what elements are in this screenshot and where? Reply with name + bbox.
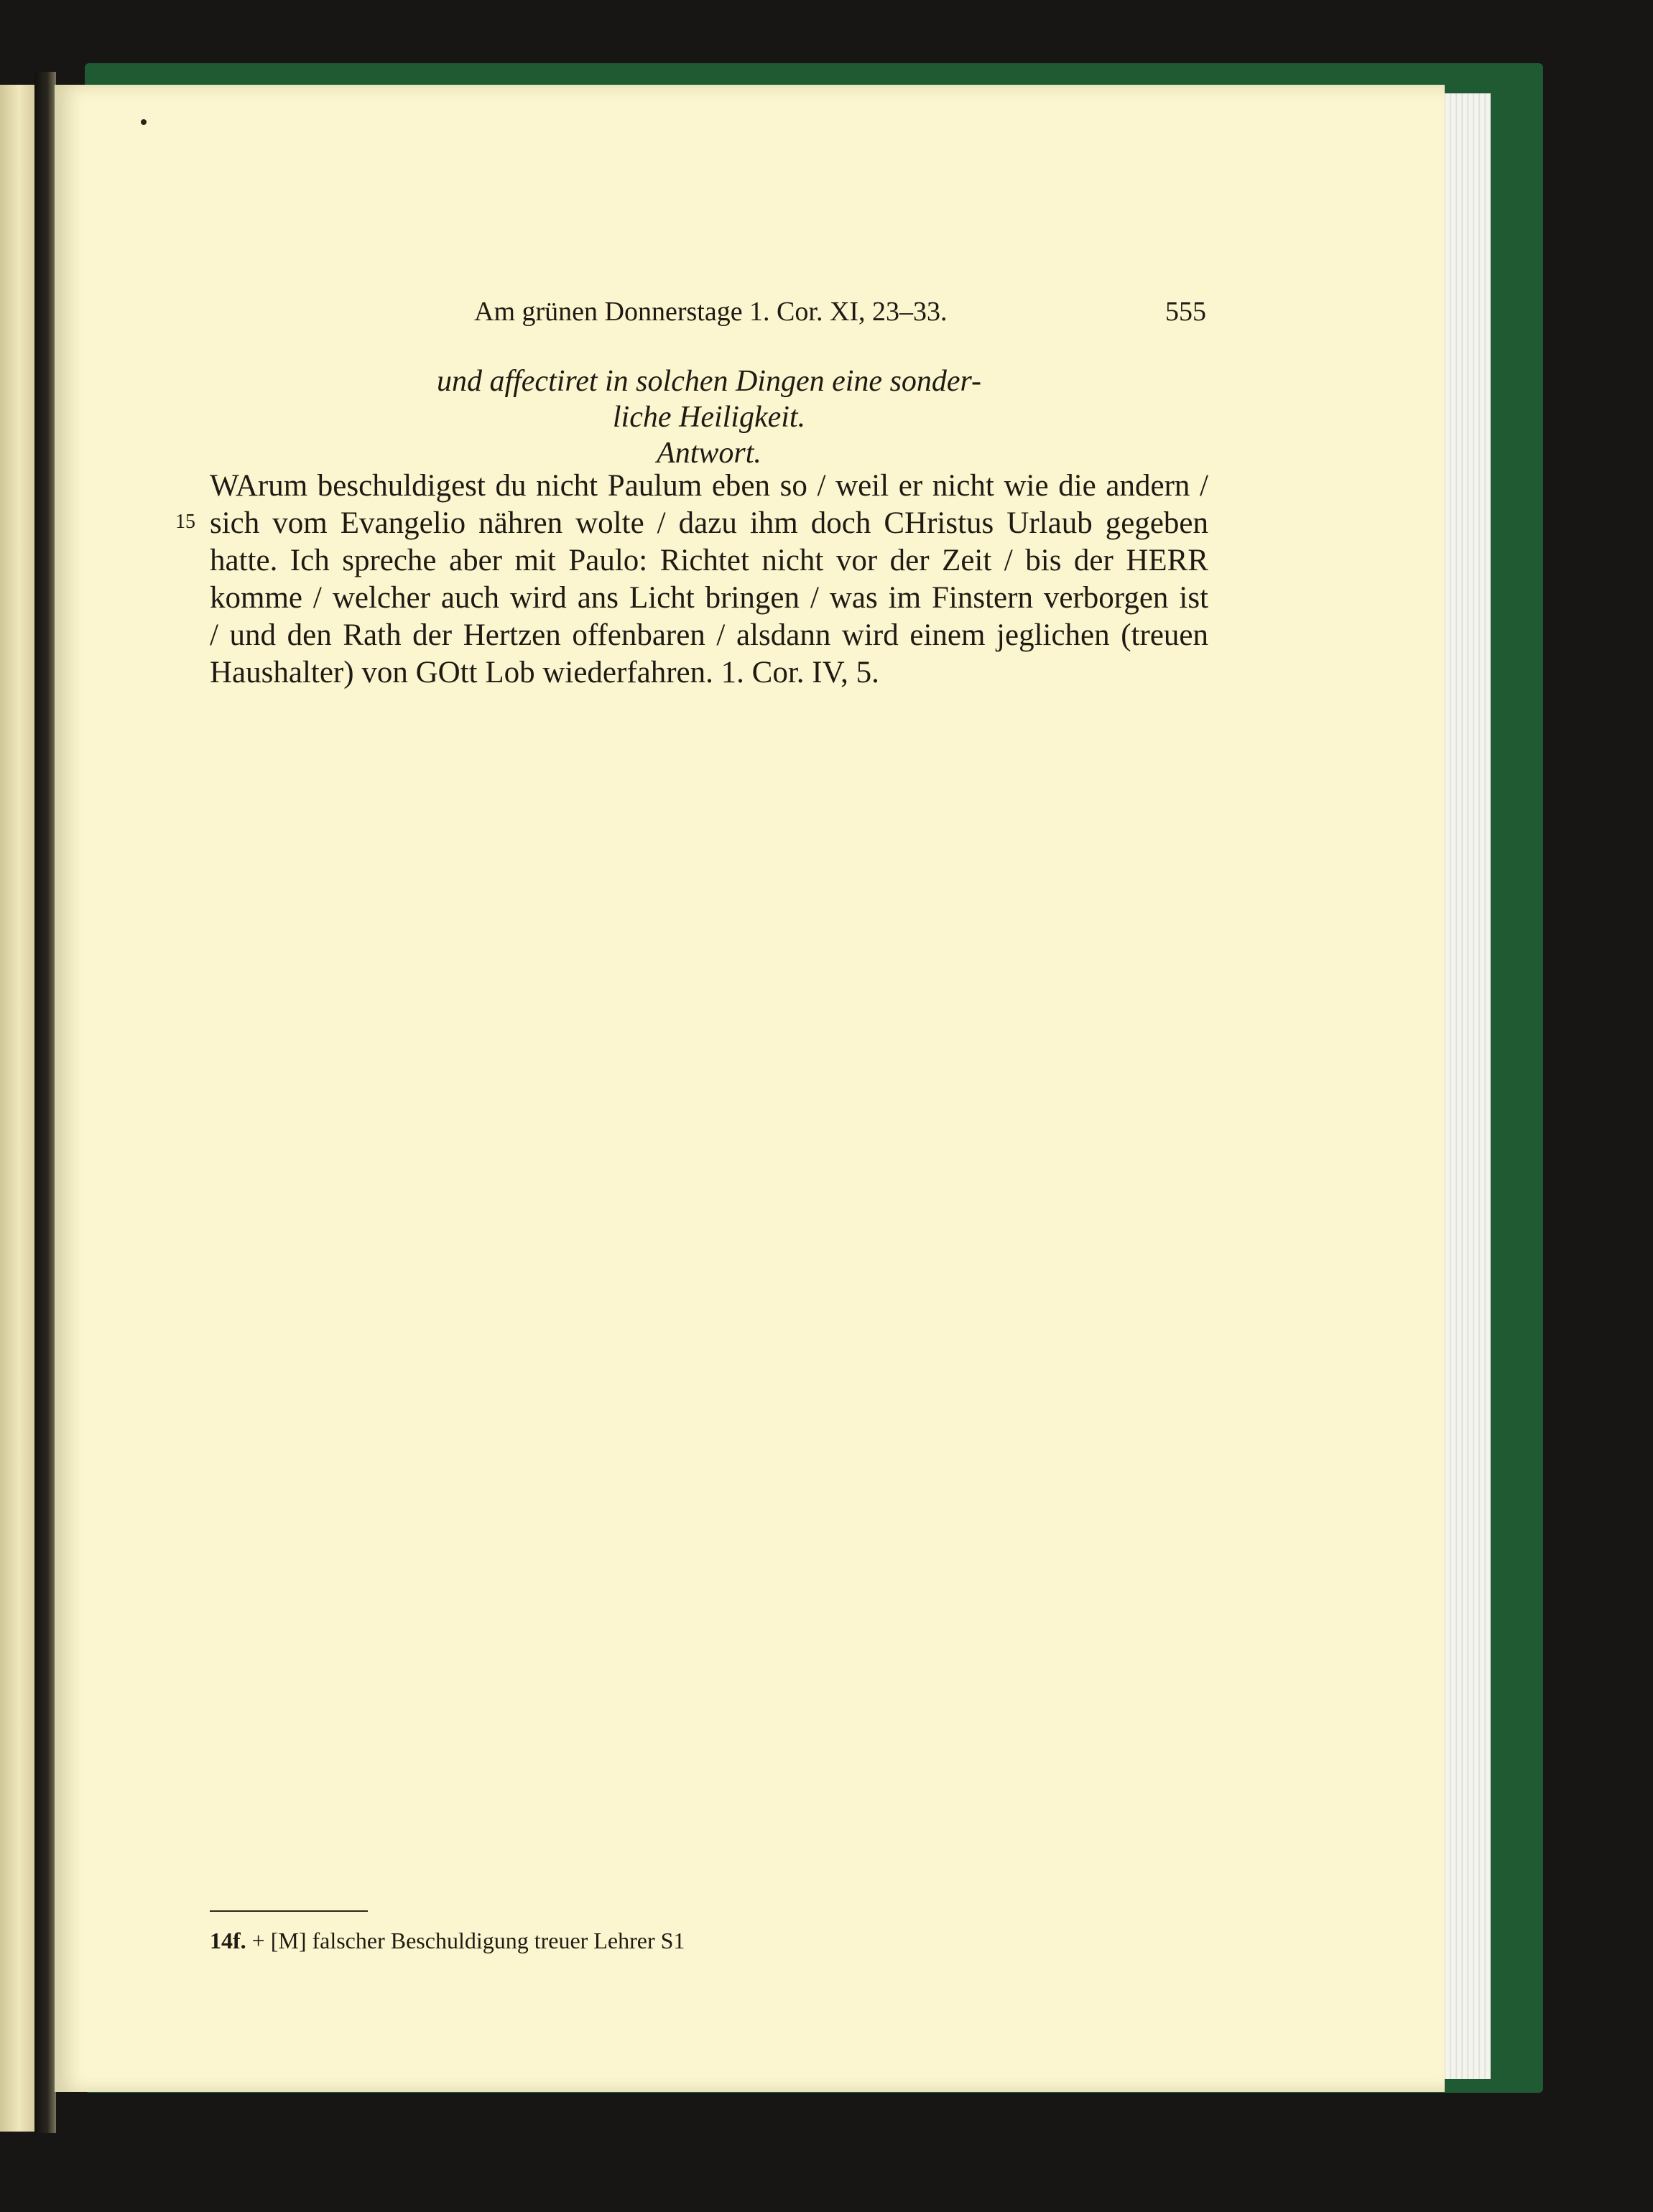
book-page (55, 85, 1445, 2092)
body-paragraph (210, 468, 1208, 692)
body-line: Haushalter) von GOtt Lob wiederfahren. 1. Cor. IV, 5. (210, 656, 879, 689)
body-line: sich vom Evangelio nähren wolte / dazu ihm doch CHristus Urlaub gegeben (210, 506, 1208, 540)
line-number: 15 (175, 511, 195, 533)
footnote (210, 1928, 685, 1954)
footnote-text: + [M] falscher Beschuldigung treuer Lehrer S1 (251, 1928, 685, 1953)
sermon-subtitle (210, 363, 1208, 471)
left-page-edge (0, 85, 34, 2132)
answer-heading: Antwort. (657, 437, 761, 470)
margin-mark (141, 119, 147, 125)
footnote-ref: 14f. (210, 1928, 246, 1953)
body-line: / und den Rath der Hertzen offenbaren / alsdann wird einem jeglichen (treuen (210, 618, 1208, 652)
footnote-rule (210, 1910, 368, 1912)
page-number: 555 (1165, 297, 1206, 327)
subtitle-line: liche Heiligkeit. (612, 401, 806, 434)
body-line: komme / welcher auch wird ans Licht bringen / was im Finstern verborgen ist (210, 581, 1208, 615)
body-line: hatte. Ich spreche aber mit Paulo: Richtet nicht vor der Zeit / bis der HERR (210, 544, 1208, 577)
book-gutter (34, 72, 56, 2133)
body-line: WArum beschuldigest du nicht Paulum eben so / weil er nicht wie die andern / (210, 469, 1208, 503)
running-head: Am grünen Donnerstage 1. Cor. XI, 23–33. (474, 297, 948, 327)
subtitle-line: und affectiret in solchen Dingen eine sonder- (436, 365, 982, 398)
